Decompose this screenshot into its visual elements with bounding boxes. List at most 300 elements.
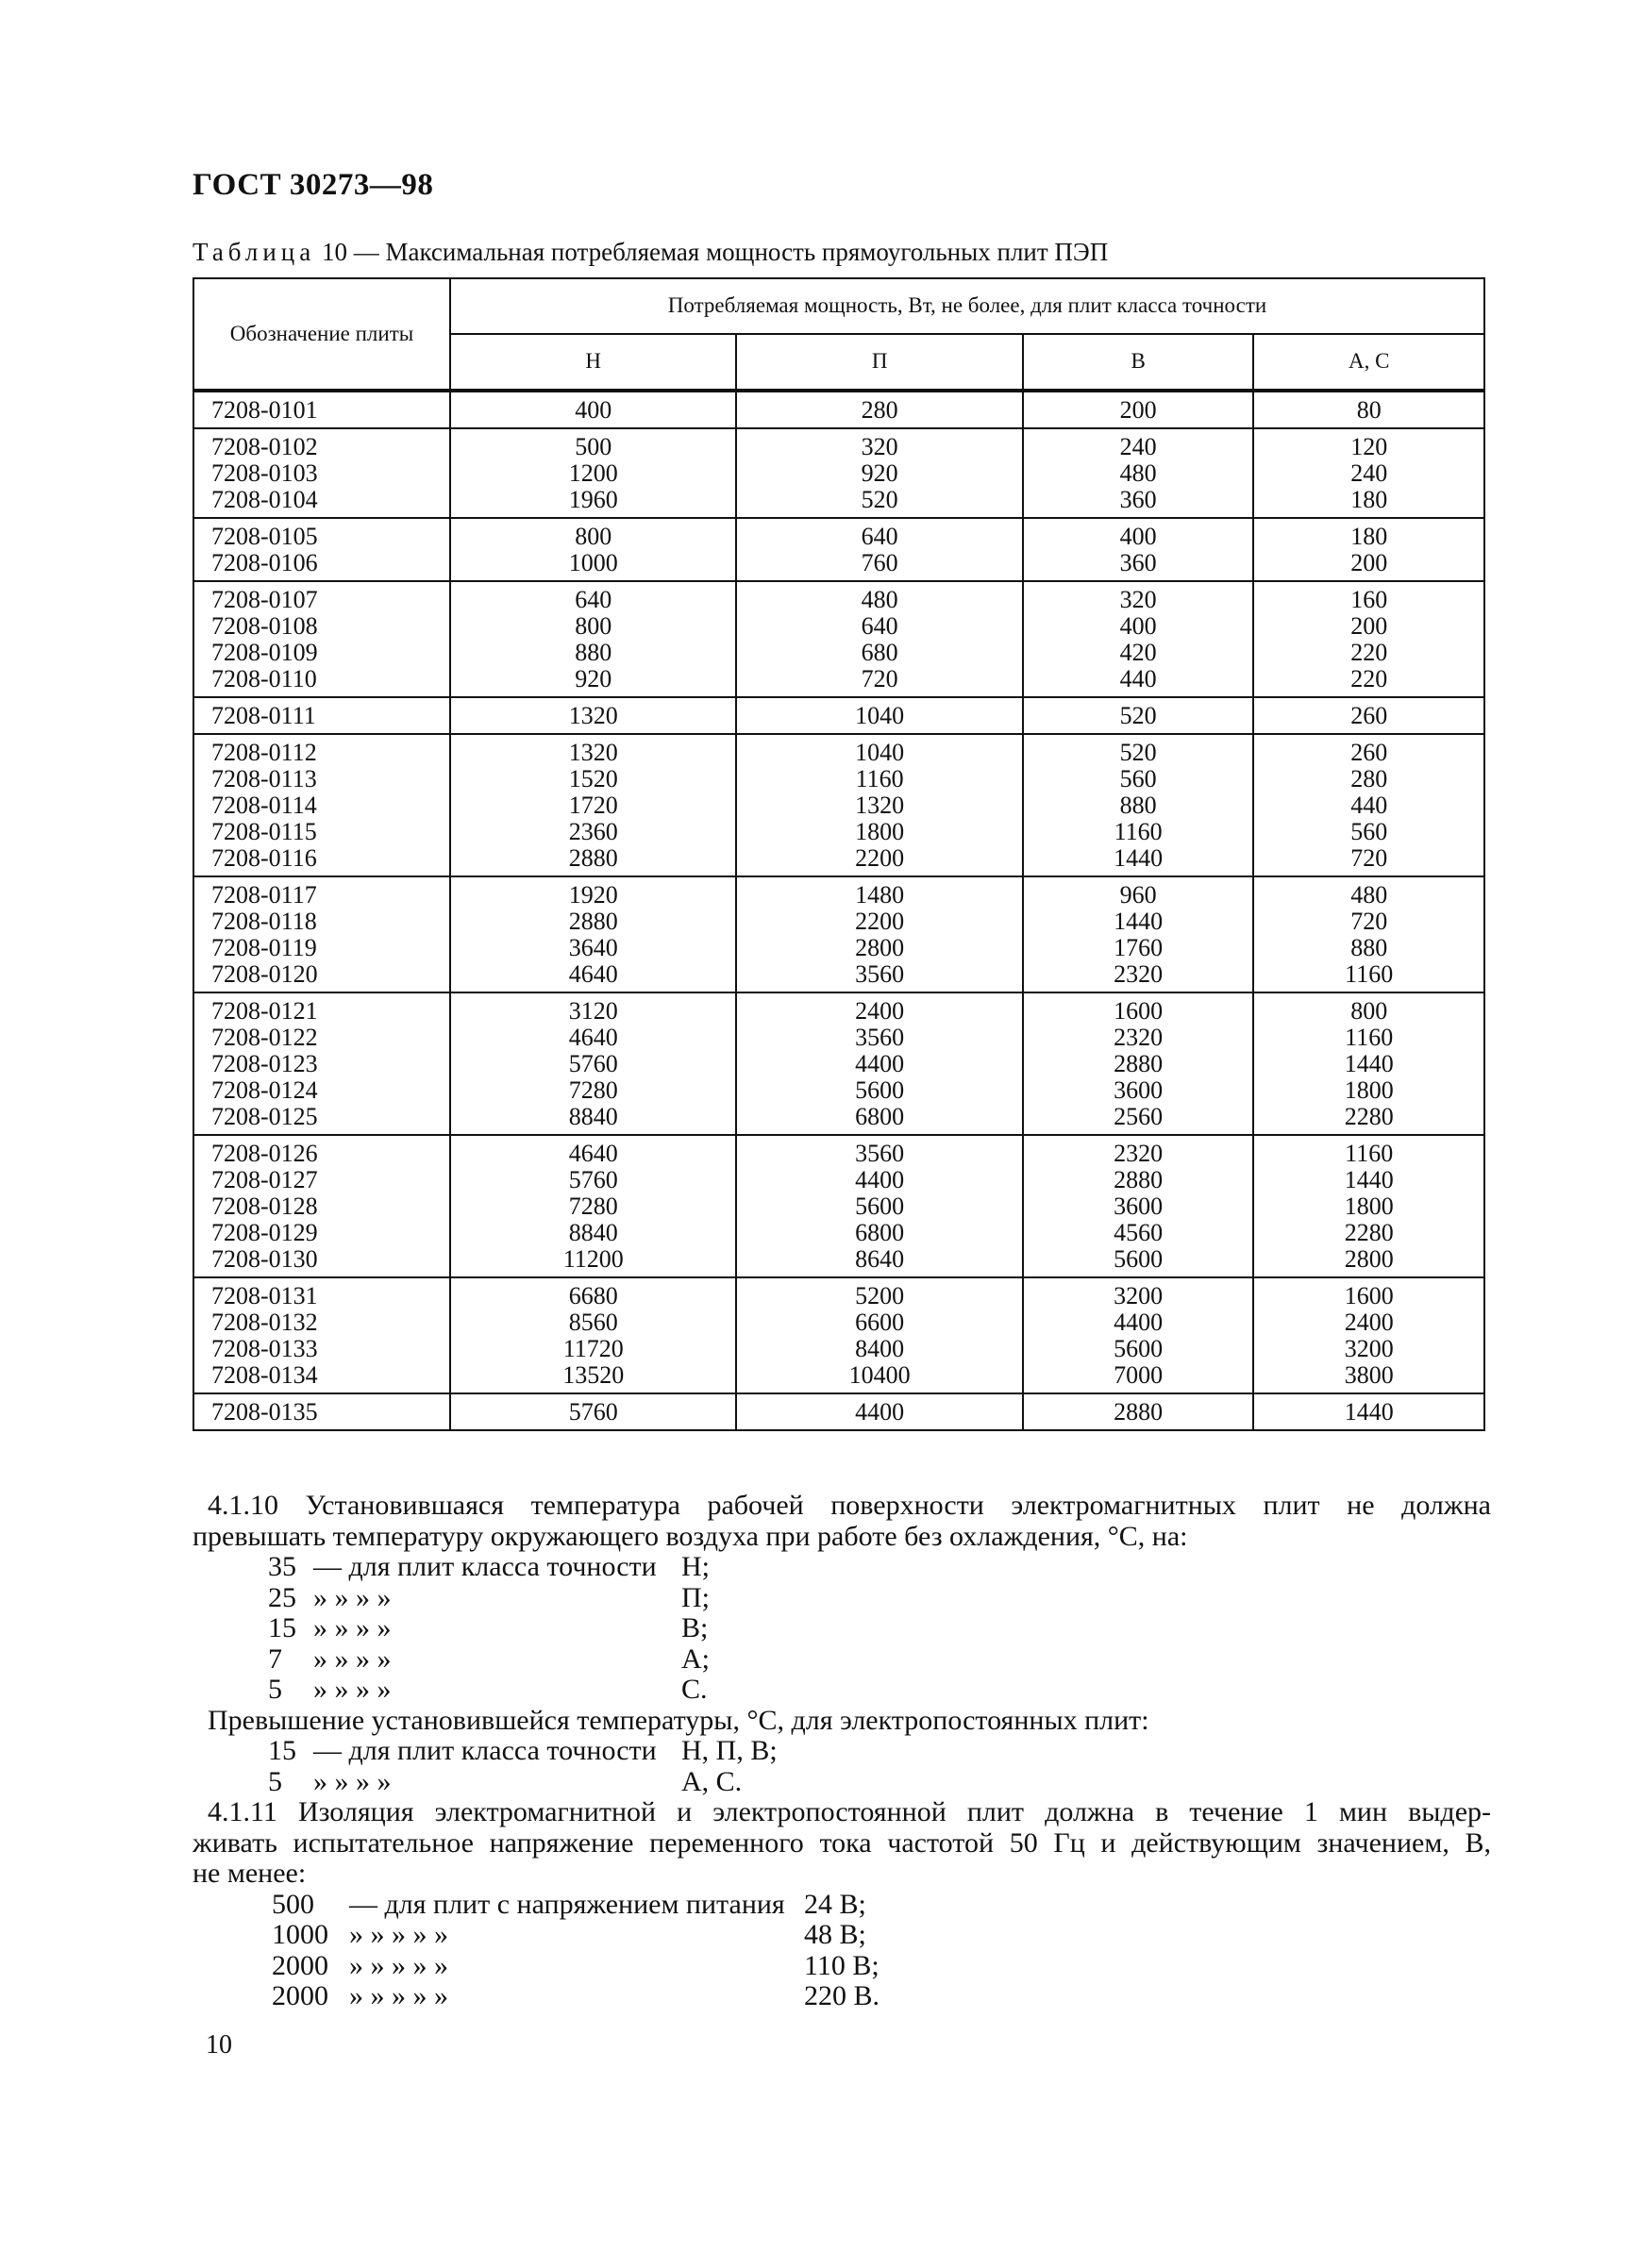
- plate-code: 7208-0116: [211, 844, 317, 872]
- power-class-v-cell: [1023, 876, 1254, 992]
- power-value: 220: [1350, 639, 1388, 666]
- power-value: 4640: [568, 1024, 618, 1051]
- power-class-h-cell: [450, 581, 736, 697]
- list-item: [208, 1552, 1491, 1583]
- voltage-list: [208, 1890, 1491, 2012]
- table-caption-prefix: Таблица: [193, 238, 316, 266]
- power-value: 560: [1119, 765, 1157, 792]
- power-value: 800: [1350, 997, 1388, 1025]
- plate-code: 7208-0132: [211, 1309, 318, 1336]
- power-value: 6800: [855, 1103, 905, 1130]
- power-value: 3120: [568, 997, 618, 1025]
- power-value: 320: [861, 433, 898, 460]
- table-row: [193, 391, 1484, 428]
- power-value: 1800: [1344, 1192, 1394, 1220]
- power-class-ac-cell: [1253, 1135, 1484, 1277]
- power-value: 3560: [855, 1024, 905, 1051]
- power-value: 7000: [1114, 1361, 1164, 1389]
- plate-code: 7208-0101: [211, 396, 318, 424]
- power-value: 5760: [568, 1398, 618, 1426]
- list-item-v: 24 В;: [804, 1888, 866, 1920]
- plate-code: 7208-0127: [211, 1166, 318, 1193]
- page-number: 10: [206, 2030, 232, 2060]
- plate-codes-cell: [193, 1393, 450, 1430]
- list-item-n: 2000: [272, 1980, 328, 2011]
- power-class-h-cell: [450, 876, 736, 992]
- plate-code: 7208-0117: [211, 881, 317, 909]
- plate-codes-cell: [193, 992, 450, 1135]
- power-value: 440: [1350, 792, 1388, 819]
- power-value: 960: [1119, 881, 1157, 909]
- power-value: 1440: [1344, 1050, 1394, 1077]
- power-value: 2400: [1344, 1309, 1394, 1336]
- power-value: 1160: [1345, 1140, 1394, 1167]
- power-value: 220: [1350, 665, 1388, 692]
- power-value: 5200: [855, 1282, 905, 1309]
- column-header-class-p: П: [736, 334, 1022, 391]
- plate-code: 7208-0134: [211, 1361, 318, 1389]
- power-value: 640: [861, 523, 898, 550]
- power-value: 1440: [1344, 1398, 1394, 1426]
- plate-code: 7208-0118: [211, 908, 317, 935]
- plate-code: 7208-0130: [211, 1245, 318, 1273]
- power-class-ac-cell: [1253, 1393, 1484, 1430]
- power-value: 1440: [1114, 844, 1164, 872]
- power-value: 11200: [562, 1245, 624, 1273]
- power-value: 3600: [1114, 1192, 1164, 1220]
- power-value: 180: [1350, 486, 1388, 513]
- power-value: 520: [1119, 702, 1157, 729]
- power-value: 560: [1350, 818, 1388, 845]
- power-class-v-cell: [1023, 1393, 1254, 1430]
- list-item-n: 5: [268, 1765, 282, 1797]
- power-value: 1320: [855, 792, 905, 819]
- power-value: 1200: [568, 459, 618, 487]
- list-item: [208, 1920, 1491, 1951]
- power-value: 80: [1356, 396, 1382, 424]
- power-class-p-cell: [736, 734, 1022, 876]
- power-value: 720: [1350, 908, 1388, 935]
- power-value: 1760: [1114, 934, 1164, 961]
- paragraph-4-1-11-line2: живать испытательное напряжение переменного тока частотой 50 Гц и действующим значением, В,: [193, 1826, 1491, 1859]
- power-value: 2280: [1344, 1103, 1394, 1130]
- list-item: [208, 1583, 1491, 1614]
- power-class-p-cell: [736, 876, 1022, 992]
- table-row: [193, 428, 1484, 518]
- table-row: [193, 1393, 1484, 1430]
- list-item-text: » » » » »: [349, 1980, 448, 2011]
- power-value: 13520: [562, 1361, 625, 1389]
- document-code: ГОСТ 30273—98: [193, 168, 434, 202]
- power-value: 8400: [855, 1335, 905, 1362]
- plate-codes-cell: [193, 428, 450, 518]
- plate-code: 7208-0131: [211, 1282, 318, 1309]
- power-value: 1600: [1344, 1282, 1394, 1309]
- power-value: 1320: [568, 739, 618, 766]
- power-value: 8560: [568, 1309, 618, 1336]
- list-item-v: 110 В;: [804, 1949, 880, 1981]
- power-value: 1320: [568, 702, 618, 729]
- power-value: 920: [861, 459, 898, 487]
- paragraph-4-1-11-line1: 4.1.11 Изоляция электромагнитной и электропостоянной плит должна в течение 1 мин выдер-: [208, 1796, 1491, 1827]
- power-value: 3800: [1344, 1361, 1394, 1389]
- power-class-h-cell: [450, 428, 736, 518]
- power-class-v-cell: [1023, 992, 1254, 1135]
- power-value: 420: [1119, 639, 1157, 666]
- plate-codes-cell: [193, 518, 450, 581]
- plate-code: 7208-0122: [211, 1024, 318, 1051]
- list-item-text: » » » » »: [349, 1949, 448, 1981]
- paragraph-4-1-10-line1: 4.1.10 Установившаяся температура рабочей поверхности электромагнитных плит не должна: [208, 1490, 1491, 1521]
- table-row: [193, 992, 1484, 1135]
- plate-code: 7208-0113: [211, 765, 317, 792]
- power-value: 8840: [568, 1103, 618, 1130]
- power-class-ac-cell: [1253, 428, 1484, 518]
- power-value: 1440: [1114, 908, 1164, 935]
- plate-code: 7208-0133: [211, 1335, 318, 1362]
- list-item: [208, 1890, 1491, 1921]
- power-value: 880: [1119, 792, 1157, 819]
- power-value: 1600: [1114, 997, 1164, 1025]
- power-table: [193, 277, 1485, 1431]
- table-row: [193, 876, 1484, 992]
- power-value: 5600: [855, 1076, 905, 1104]
- power-class-ac-cell: [1253, 697, 1484, 734]
- power-value: 2360: [568, 818, 618, 845]
- temperature-list-dc: [208, 1736, 1491, 1797]
- paragraph-4-1-10-line3: Превышение установившейся температуры, °С, для электропостоянных плит:: [208, 1704, 1149, 1736]
- plate-code: 7208-0106: [211, 549, 318, 576]
- plate-code: 7208-0103: [211, 459, 318, 487]
- power-value: 4400: [1114, 1309, 1164, 1336]
- temperature-list: [208, 1552, 1491, 1706]
- power-class-ac-cell: [1253, 1277, 1484, 1393]
- power-class-h-cell: [450, 1135, 736, 1277]
- power-value: 1160: [1345, 1024, 1394, 1051]
- power-value: 3640: [568, 934, 618, 961]
- list-item-n: 500: [272, 1888, 314, 1920]
- list-item-text: — для плит класса точности: [313, 1551, 657, 1582]
- power-value: 760: [861, 549, 898, 576]
- power-class-v-cell: [1023, 391, 1254, 428]
- power-class-v-cell: [1023, 697, 1254, 734]
- power-value: 2400: [855, 997, 905, 1025]
- power-value: 1920: [568, 881, 618, 909]
- list-item-n: 2000: [272, 1949, 328, 1981]
- power-class-h-cell: [450, 992, 736, 1135]
- power-value: 360: [1119, 549, 1157, 576]
- power-value: 680: [861, 639, 898, 666]
- plate-code: 7208-0111: [211, 702, 316, 729]
- power-value: 400: [575, 396, 612, 424]
- list-item-cls: В;: [681, 1612, 709, 1643]
- power-value: 520: [1119, 739, 1157, 766]
- power-value: 2280: [1344, 1219, 1394, 1246]
- power-value: 720: [861, 665, 898, 692]
- plate-codes-cell: [193, 734, 450, 876]
- power-value: 2880: [568, 908, 618, 935]
- power-value: 3600: [1114, 1076, 1164, 1104]
- power-class-p-cell: [736, 1135, 1022, 1277]
- power-value: 7280: [568, 1076, 618, 1104]
- list-item: [208, 1736, 1491, 1767]
- power-value: 880: [575, 639, 612, 666]
- power-value: 5760: [568, 1050, 618, 1077]
- power-class-p-cell: [736, 581, 1022, 697]
- list-item-n: 35: [268, 1551, 296, 1582]
- power-value: 480: [1119, 459, 1157, 487]
- list-item-cls: Н;: [681, 1551, 710, 1582]
- power-value: 1440: [1344, 1166, 1394, 1193]
- list-item: [208, 1675, 1491, 1706]
- power-value: 400: [1119, 523, 1157, 550]
- plate-codes-cell: [193, 1135, 450, 1277]
- plate-code: 7208-0110: [211, 665, 317, 692]
- power-value: 6680: [568, 1282, 618, 1309]
- power-value: 280: [1350, 765, 1388, 792]
- power-value: 2880: [568, 844, 618, 872]
- power-class-v-cell: [1023, 1135, 1254, 1277]
- list-item-text: — для плит класса точности: [313, 1735, 657, 1766]
- power-class-p-cell: [736, 1393, 1022, 1430]
- power-value: 1960: [568, 486, 618, 513]
- power-class-h-cell: [450, 734, 736, 876]
- power-class-ac-cell: [1253, 876, 1484, 992]
- power-class-p-cell: [736, 992, 1022, 1135]
- power-class-p-cell: [736, 428, 1022, 518]
- list-item-n: 25: [268, 1581, 296, 1613]
- power-value: 2200: [855, 844, 905, 872]
- power-value: 320: [1119, 586, 1157, 613]
- power-value: 800: [575, 523, 612, 550]
- power-value: 260: [1350, 702, 1388, 729]
- plate-codes-cell: [193, 1277, 450, 1393]
- power-class-h-cell: [450, 1393, 736, 1430]
- list-item: [208, 1767, 1491, 1798]
- power-value: 1000: [568, 549, 618, 576]
- power-class-v-cell: [1023, 581, 1254, 697]
- power-value: 1800: [1344, 1076, 1394, 1104]
- plate-codes-cell: [193, 697, 450, 734]
- list-item-cls: С.: [681, 1674, 708, 1705]
- list-item-text: » » » »: [313, 1765, 392, 1797]
- power-value: 280: [861, 396, 898, 424]
- list-item-n: 15: [268, 1612, 296, 1643]
- power-value: 2880: [1114, 1166, 1164, 1193]
- power-value: 1160: [1114, 818, 1163, 845]
- power-value: 4400: [855, 1050, 905, 1077]
- power-class-h-cell: [450, 1277, 736, 1393]
- paragraph-4-1-11-line3: не менее:: [193, 1858, 307, 1889]
- power-value: 5600: [1114, 1335, 1164, 1362]
- plate-code: 7208-0112: [211, 739, 317, 766]
- power-value: 480: [861, 586, 898, 613]
- power-value: 640: [575, 586, 612, 613]
- plate-code: 7208-0123: [211, 1050, 318, 1077]
- power-value: 2200: [855, 908, 905, 935]
- power-value: 1520: [568, 765, 618, 792]
- power-class-h-cell: [450, 518, 736, 581]
- list-item: [208, 1644, 1491, 1676]
- power-value: 3200: [1344, 1335, 1394, 1362]
- power-value: 1720: [568, 792, 618, 819]
- list-item-text: » » » »: [313, 1612, 392, 1643]
- table-row: [193, 1135, 1484, 1277]
- plate-code: 7208-0128: [211, 1192, 318, 1220]
- power-value: 4640: [568, 1140, 618, 1167]
- power-value: 200: [1350, 612, 1388, 640]
- power-value: 2560: [1114, 1103, 1164, 1130]
- power-value: 520: [861, 486, 898, 513]
- power-class-ac-cell: [1253, 391, 1484, 428]
- plate-code: 7208-0108: [211, 612, 318, 640]
- power-value: 260: [1350, 739, 1388, 766]
- list-item-text: » » » »: [313, 1674, 392, 1705]
- power-value: 4400: [855, 1166, 905, 1193]
- power-value: 360: [1119, 486, 1157, 513]
- power-value: 200: [1350, 549, 1388, 576]
- table-caption-text: 10 — Максимальная потребляемая мощность прямоугольных плит ПЭП: [315, 238, 1109, 266]
- power-class-p-cell: [736, 697, 1022, 734]
- list-item: [208, 1613, 1491, 1644]
- plate-codes-cell: [193, 391, 450, 428]
- plate-code: 7208-0125: [211, 1103, 318, 1130]
- plate-code: 7208-0104: [211, 486, 318, 513]
- power-value: 2800: [1344, 1245, 1394, 1273]
- power-value: 200: [1119, 396, 1157, 424]
- power-value: 11720: [562, 1335, 624, 1362]
- power-value: 800: [575, 612, 612, 640]
- list-item-text: » » » »: [313, 1581, 392, 1613]
- power-value: 400: [1119, 612, 1157, 640]
- power-value: 240: [1119, 433, 1157, 460]
- power-value: 2320: [1114, 1024, 1164, 1051]
- power-value: 440: [1119, 665, 1157, 692]
- plate-code: 7208-0126: [211, 1140, 318, 1167]
- table-caption: [193, 238, 1108, 267]
- column-header-class-v: В: [1023, 334, 1254, 391]
- power-class-h-cell: [450, 697, 736, 734]
- power-value: 180: [1350, 523, 1388, 550]
- power-value: 120: [1350, 433, 1388, 460]
- power-value: 480: [1350, 881, 1388, 909]
- power-value: 500: [575, 433, 612, 460]
- power-class-ac-cell: [1253, 992, 1484, 1135]
- power-value: 240: [1350, 459, 1388, 487]
- power-value: 4640: [568, 960, 618, 988]
- power-class-v-cell: [1023, 734, 1254, 876]
- list-item: [208, 1981, 1491, 2012]
- power-value: 10400: [848, 1361, 911, 1389]
- plate-codes-cell: [193, 581, 450, 697]
- power-value: 1800: [855, 818, 905, 845]
- list-item-n: 1000: [272, 1919, 328, 1950]
- power-value: 2320: [1114, 960, 1164, 988]
- table-row: [193, 697, 1484, 734]
- list-item-cls: П;: [681, 1581, 710, 1613]
- list-item-n: 5: [268, 1674, 282, 1705]
- power-value: 8640: [855, 1245, 905, 1273]
- plate-code: 7208-0129: [211, 1219, 318, 1246]
- power-value: 1480: [855, 881, 905, 909]
- power-value: 2320: [1114, 1140, 1164, 1167]
- list-item-text: » » » »: [313, 1643, 392, 1675]
- power-class-p-cell: [736, 391, 1022, 428]
- plate-code: 7208-0120: [211, 960, 318, 988]
- power-value: 3560: [855, 1140, 905, 1167]
- list-item: [208, 1951, 1491, 1982]
- power-value: 160: [1350, 586, 1388, 613]
- column-header-power: Потребляемая мощность, Вт, не более, для плит класса точности: [450, 278, 1484, 334]
- plate-code: 7208-0135: [211, 1398, 318, 1426]
- power-class-p-cell: [736, 1277, 1022, 1393]
- power-value: 880: [1350, 934, 1388, 961]
- paragraph-4-1-10-line2: превышать температуру окружающего воздуха при работе без охлаждения, °С, на:: [193, 1520, 1188, 1552]
- plate-code: 7208-0121: [211, 997, 318, 1025]
- plate-code: 7208-0107: [211, 586, 318, 613]
- list-item-v: 220 В.: [804, 1980, 880, 2011]
- power-value: 7280: [568, 1192, 618, 1220]
- power-value: 3200: [1114, 1282, 1164, 1309]
- power-value: 720: [1350, 844, 1388, 872]
- power-class-v-cell: [1023, 518, 1254, 581]
- plate-code: 7208-0109: [211, 639, 318, 666]
- plate-code: 7208-0115: [211, 818, 317, 845]
- table-row: [193, 734, 1484, 876]
- power-value: 6600: [855, 1309, 905, 1336]
- list-item-cls: Н, П, В;: [681, 1735, 778, 1766]
- power-class-ac-cell: [1253, 581, 1484, 697]
- list-item-text: — для плит с напряжением питания: [349, 1888, 785, 1920]
- column-header-plate: Обозначение плиты: [193, 278, 450, 391]
- power-value: 640: [861, 612, 898, 640]
- power-value: 2880: [1114, 1398, 1164, 1426]
- power-class-h-cell: [450, 391, 736, 428]
- power-class-v-cell: [1023, 1277, 1254, 1393]
- power-value: 4560: [1114, 1219, 1164, 1246]
- power-class-v-cell: [1023, 428, 1254, 518]
- plate-code: 7208-0114: [211, 792, 317, 819]
- list-item-text: » » » » »: [349, 1919, 448, 1950]
- list-item-n: 7: [268, 1643, 282, 1675]
- power-class-p-cell: [736, 518, 1022, 581]
- power-value: 5600: [1114, 1245, 1164, 1273]
- power-value: 8840: [568, 1219, 618, 1246]
- plate-codes-cell: [193, 876, 450, 992]
- table-body: [193, 391, 1484, 1430]
- list-item-cls: А, С.: [681, 1765, 743, 1797]
- power-value: 4400: [855, 1398, 905, 1426]
- power-value: 6800: [855, 1219, 905, 1246]
- power-value: 920: [575, 665, 612, 692]
- power-value: 5760: [568, 1166, 618, 1193]
- power-value: 1160: [855, 765, 904, 792]
- table-row: [193, 1277, 1484, 1393]
- power-value: 2880: [1114, 1050, 1164, 1077]
- power-value: 1040: [855, 739, 905, 766]
- table-row: [193, 518, 1484, 581]
- power-value: 1160: [1345, 960, 1394, 988]
- plate-code: 7208-0119: [211, 934, 317, 961]
- plate-code: 7208-0124: [211, 1076, 318, 1104]
- power-value: 1040: [855, 702, 905, 729]
- plate-code: 7208-0105: [211, 523, 318, 550]
- power-value: 5600: [855, 1192, 905, 1220]
- body-text: [193, 1490, 1491, 2012]
- power-class-ac-cell: [1253, 734, 1484, 876]
- table-row: [193, 581, 1484, 697]
- power-value: 2800: [855, 934, 905, 961]
